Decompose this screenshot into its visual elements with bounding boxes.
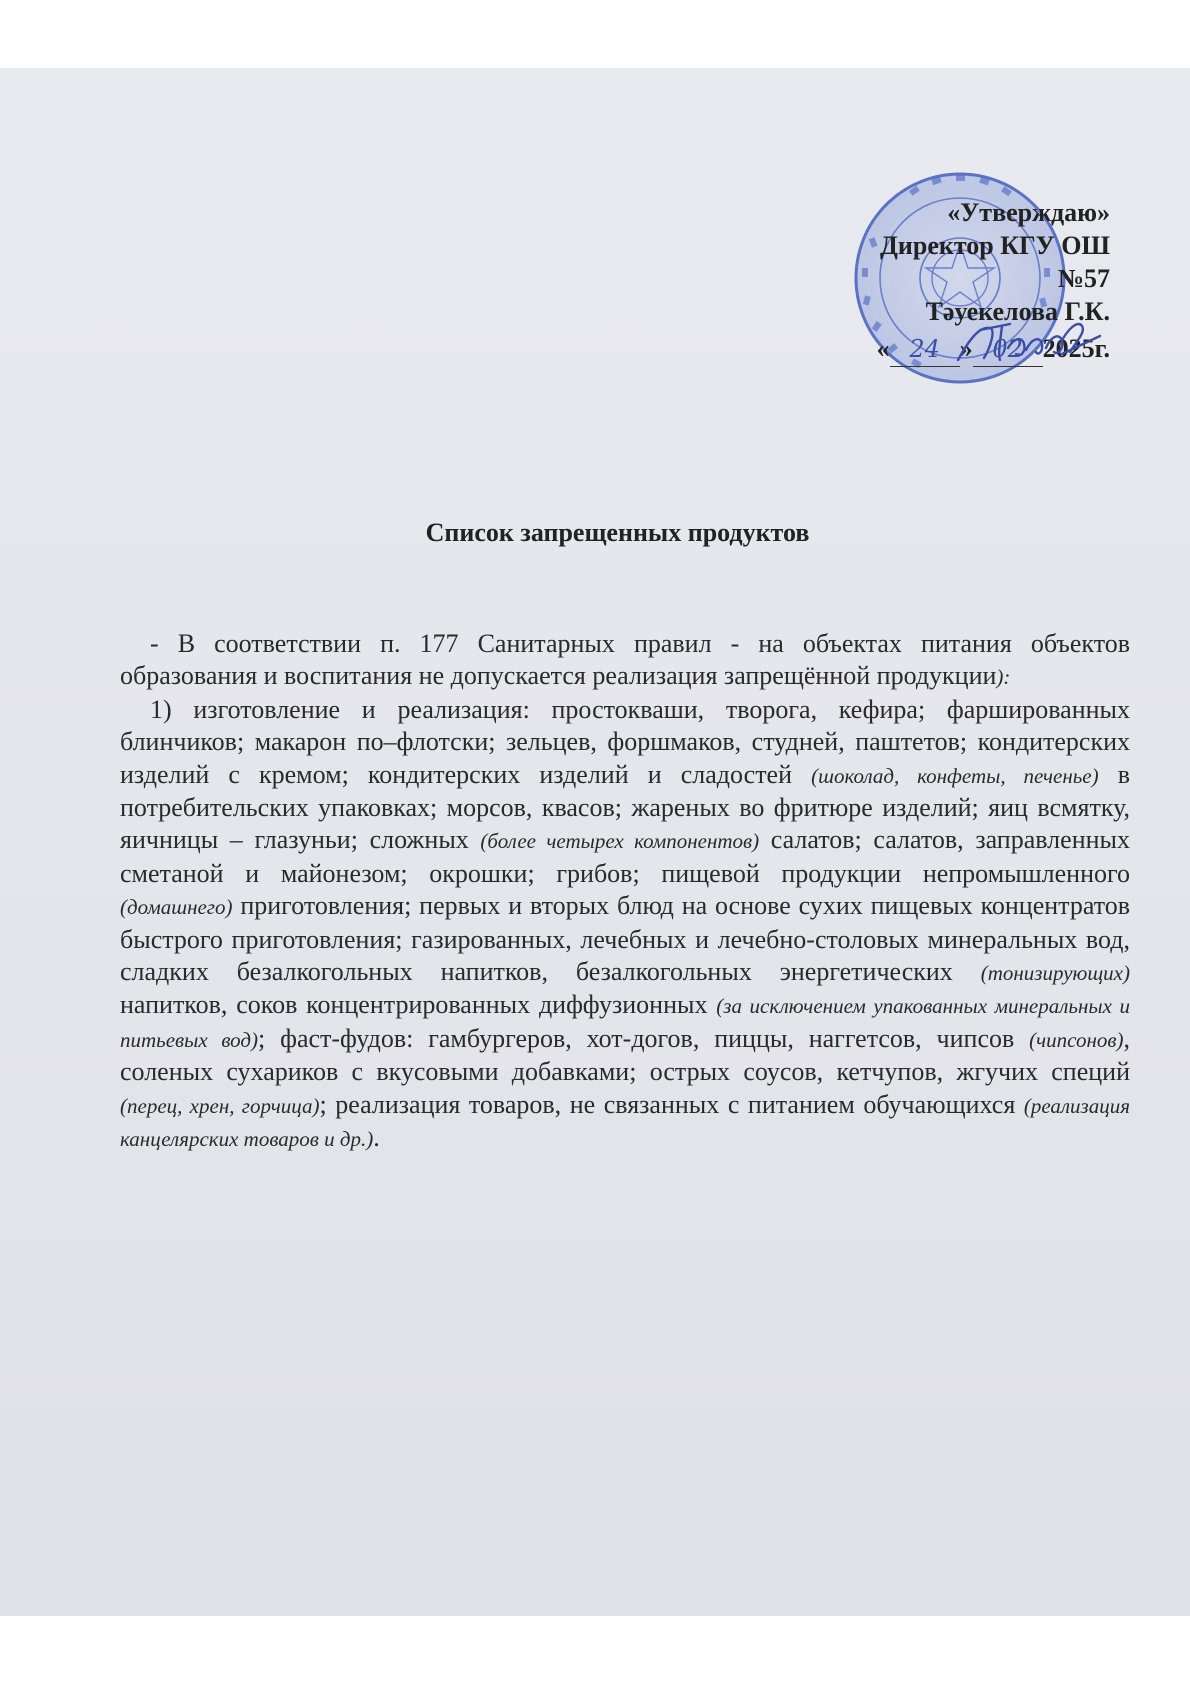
item-1-note-4: (тонизирующих) — [980, 961, 1130, 986]
item-1-note-7: (перец, хрен, горчица) — [120, 1093, 320, 1118]
item-1-note-8: (реализация канцелярских товаров и др.) — [120, 1093, 1130, 1152]
document-title: Список запрещенных продуктов — [425, 518, 810, 547]
document-page — [0, 68, 1190, 1616]
date-quote-close: » — [959, 334, 973, 363]
document-body — [120, 628, 1130, 1156]
approval-director-name: Тәуекелова Г.К. — [925, 297, 1110, 326]
date-month: 02 — [973, 333, 1043, 367]
item-1-note-1: (шоколад, конфеты, печенье) — [811, 763, 1099, 788]
item-1-text-3: салатов; салатов, заправленных сметаной и майонезом; окрошки; грибов; пищевой продукции непромышленного — [120, 825, 1130, 888]
date-day: 24 — [890, 333, 960, 367]
approval-heading: «Утверждаю» — [947, 198, 1110, 227]
date-quote-open: « — [876, 334, 890, 363]
item-1-text-5: напитков, соков концентрированных диффузионных — [120, 990, 717, 1020]
director-signature — [950, 308, 1110, 378]
item-1-text-2: в потребительских упаковках; морсов, квасов; жареных во фритюре изделий; яиц всмятку, яичницы – глазуньи; сложных — [120, 759, 1130, 855]
item-1-text-9: . — [373, 1123, 380, 1153]
item-1-note-6: (чипсонов) — [1029, 1027, 1124, 1052]
approval-school-number: №57 — [1057, 264, 1110, 293]
intro-paragraph — [120, 628, 1130, 694]
item-1-note-2: (более четырех компонентов) — [480, 829, 760, 854]
date-year: 2025г. — [1042, 334, 1110, 363]
item-1-paragraph — [120, 694, 1130, 1156]
item-1-text-6: ; фаст-фудов: гамбургеров, хот-догов, пиццы, наггетсов, чипсов — [258, 1023, 1030, 1053]
item-1-text-7: , соленых сухариков с вкусовыми добавками; острых соусов, кетчупов, жгучих специй — [120, 1023, 1130, 1087]
item-1-note-3: (домашнего) — [120, 895, 233, 920]
intro-close: ): — [996, 665, 1011, 690]
approval-position: Директор КГУ ОШ — [880, 231, 1110, 260]
item-1-text-4: приготовления; первых и вторых блюд на основе сухих пищевых концентратов быстрого приготовления; газированных, лечебных и лечебно-столовых минеральных вод, сладких безалкогольных напитков, безалкогольных энергетических — [120, 891, 1130, 987]
intro-text: - В соответствии п. 177 Санитарных правил - на объектах питания объектов образования и воспитания не допускается реализация запрещённой продукции — [120, 629, 1130, 691]
item-1-text-1: 1) изготовление и реализация: простокваши, творога, кефира; фаршированных блинчиков; макарон по–флотски; зельцев, форшмаков, студней, паштетов; кондитерских изделий с кремом; кондитерских изделий и сладостей — [120, 694, 1130, 789]
item-1-text-8: ; реализация товаров, не связанных с питанием обучающихся — [319, 1089, 1024, 1119]
item-1-note-5: (за исключением упакованных минеральных и питьевых вод) — [120, 994, 1130, 1052]
